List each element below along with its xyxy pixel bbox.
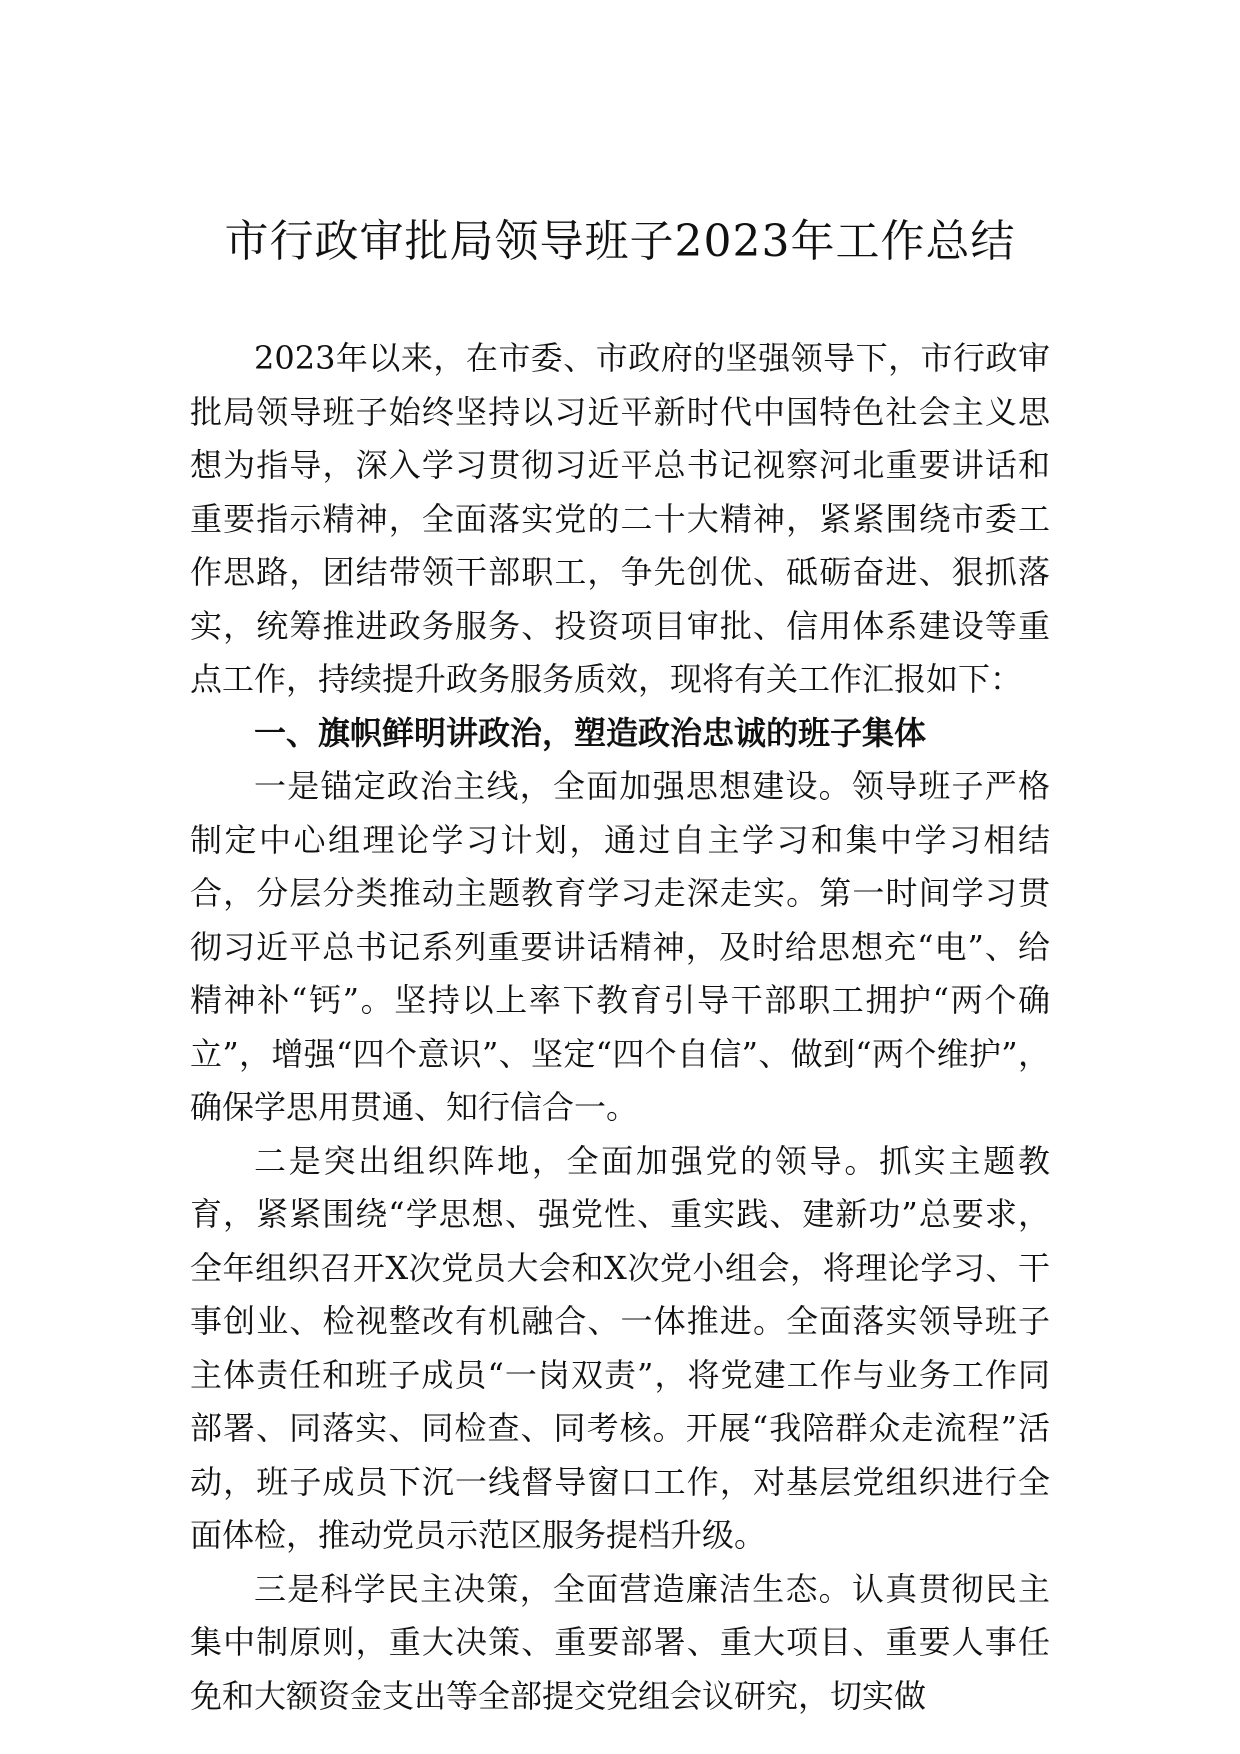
body-paragraph-1: 一是锚定政治主线，全面加强思想建设。领导班子严格制定中心组理论学习计划，通过自主学习和集中学习相结合，分层分类推动主题教育学习走深走实。第一时间学习贯彻习近平总书记系列重要讲话精神，及时给思想充“电”、给精神补“钙”。坚持以上率下教育引导干部职工拥护“两个确立”，增强“四个意识”、坚定“四个自信”、做到“两个维护”，确保学思用贯通、知行信合一。 [190, 767, 1050, 1126]
section-heading-1: 一、旗帜鲜明讲政治，塑造政治忠诚的班子集体 [254, 713, 927, 752]
document-title: 市行政审批局领导班子2023年工作总结 [224, 216, 1016, 267]
intro-paragraph: 2023年以来，在市委、市政府的坚强领导下，市行政审批局领导班子始终坚持以习近平新时代中国特色社会主义思想为指导，深入学习贯彻习近平总书记视察河北重要讲话和重要指示精神，全面落实党的二十大精神，紧紧围绕市委工作思路，团结带领干部职工，争先创优、砥砺奋进、狠抓落实，统筹推进政务服务、投资项目审批、信用体系建设等重点工作，持续提升政务服务质效，现将有关工作汇报如下： [190, 339, 1050, 698]
body-paragraph-2: 二是突出组织阵地，全面加强党的领导。抓实主题教育，紧紧围绕“学思想、强党性、重实践、建新功”总要求，全年组织召开X次党员大会和X次党小组会，将理论学习、干事创业、检视整改有机融合、一体推进。全面落实领导班子主体责任和班子成员“一岗双责”，将党建工作与业务工作同部署、同落实、同检查、同考核。开展“我陪群众走流程”活动，班子成员下沉一线督导窗口工作，对基层党组织进行全面体检，推动党员示范区服务提档升级。 [190, 1141, 1050, 1554]
body-paragraph-3: 三是科学民主决策，全面营造廉洁生态。认真贯彻民主集中制原则，重大决策、重要部署、重大项目、重要人事任免和大额资金支出等全部提交党组会议研究，切实做 [190, 1569, 1050, 1715]
document-body [190, 332, 1050, 1723]
